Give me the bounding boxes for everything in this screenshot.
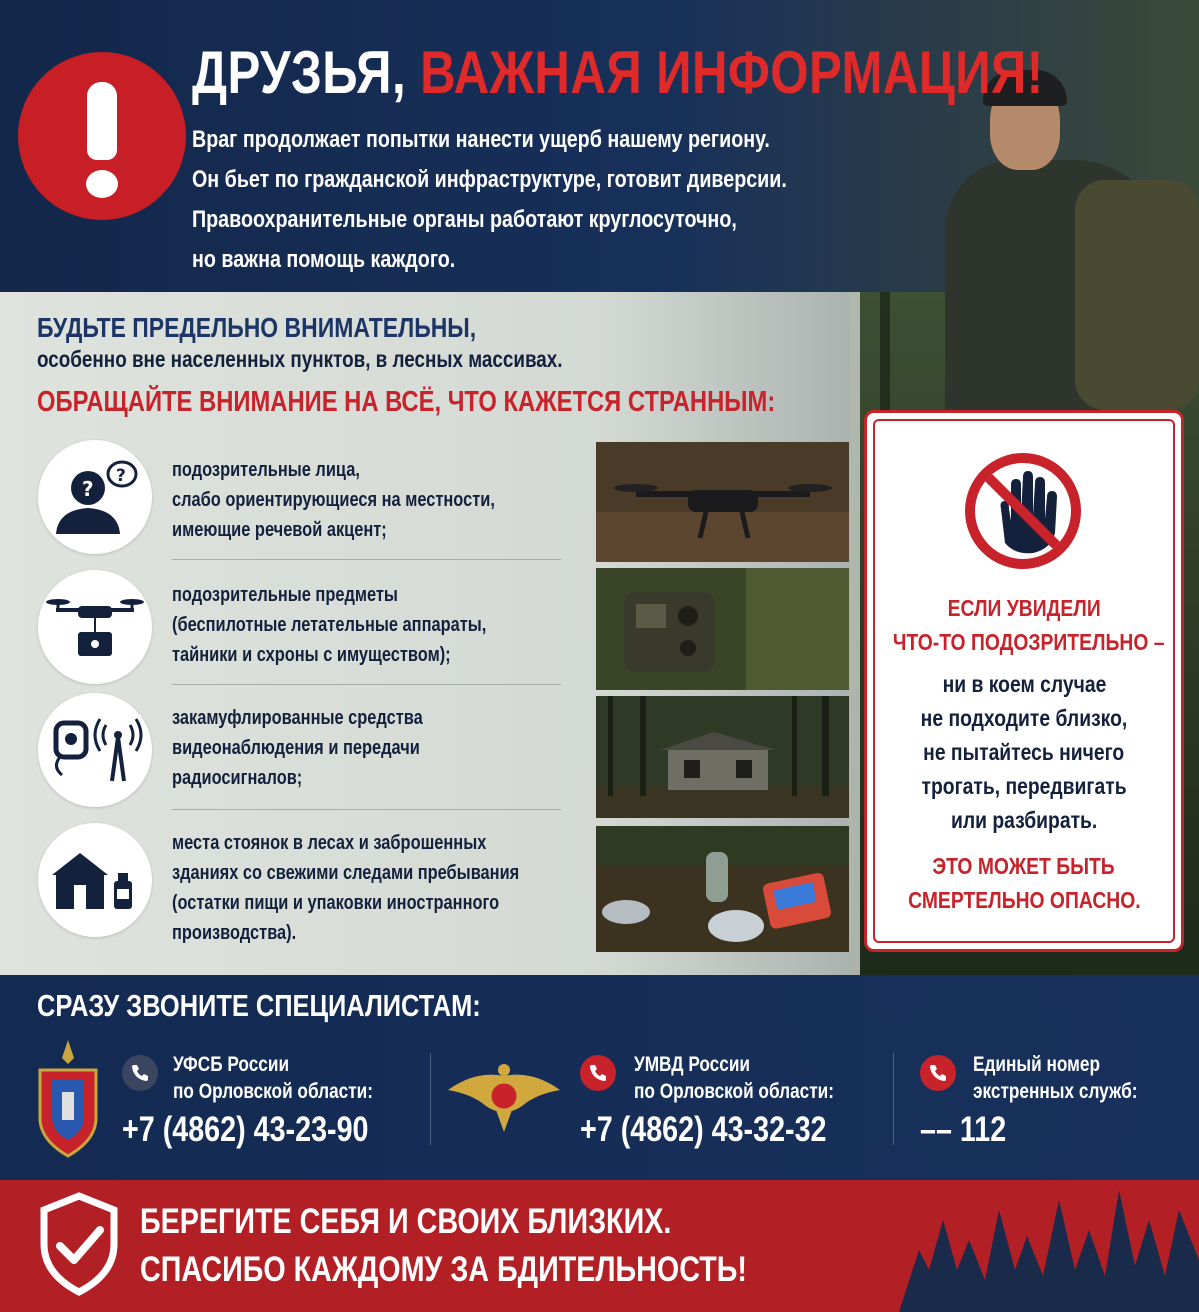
emergency-label: Единый номер экстренных служб: [973,1053,1138,1103]
person-question-icon [38,440,152,554]
item-campsites: места стоянок в лесах и заброшенных зданиях со свежими следами пребывания (остатки пищи и упаковки иностранного производства). [172,832,520,944]
divider [172,559,561,560]
divider [430,1053,431,1145]
attention-heading: БУДЬТЕ ПРЕДЕЛЬНО ВНИМАТЕЛЬНЫ, [37,312,477,343]
mvd-phone-number[interactable]: +7 (4862) 43-32-32 [580,1110,827,1149]
phone-icon [920,1055,956,1091]
intro-text: Враг продолжает попытки нанести ущерб нашему региону. Он бьет по гражданской инфраструктуре, готовит диверсии. Правоохранительные органы работают круглосуточно, но важна помощь каждого. [192,126,787,273]
drone-photo [596,442,849,562]
attention-subheading: особенно вне населенных пунктов, в лесных массивах. [37,346,563,372]
divider [172,809,561,810]
attention-call: ОБРАЩАЙТЕ ВНИМАНИЕ НА ВСЁ, ЧТО КАЖЕТСЯ СТРАННЫМ: [37,386,776,418]
exclamation-icon [18,52,186,220]
camera-antenna-icon [38,693,152,807]
divider [893,1053,894,1145]
fsb-emblem-icon [34,1040,102,1158]
tree-silhouette [899,1180,1199,1312]
warning-red-top: ЕСЛИ УВИДЕЛИ ЧТО-ТО ПОДОЗРИТЕЛЬНО – [892,595,1165,655]
phone-icon [580,1055,616,1091]
stop-hand-icon [965,453,1081,569]
shield-check-icon [38,1192,120,1296]
man-with-backpack-photo [935,70,1199,420]
phone-icon [122,1055,158,1091]
mvd-emblem-icon [446,1060,562,1134]
abandoned-house-photo [596,696,849,818]
divider [172,684,561,685]
drone-package-icon [38,570,152,684]
litter-photo [596,826,849,952]
item-suspicious-persons: подозрительные лица, слабо ориентирующиеся на местности, имеющие речевой акцент; [172,459,495,541]
warning-red-bottom: ЭТО МОЖЕТ БЫТЬ СМЕРТЕЛЬНО ОПАСНО. [907,853,1141,913]
page-title: ДРУЗЬЯ, ВАЖНАЯ ИНФОРМАЦИЯ! [192,39,1044,106]
contacts-title: СРАЗУ ЗВОНИТЕ СПЕЦИАЛИСТАМ: [37,988,481,1023]
item-camouflaged-devices: закамуфлированные средства видеонаблюдения и передачи радиосигналов; [172,707,423,789]
footer-text: БЕРЕГИТЕ СЕБЯ И СВОИХ БЛИЗКИХ. СПАСИБО КАЖДОМУ ЗА БДИТЕЛЬНОСТЬ! [140,1202,747,1289]
mvd-label: УМВД России по Орловской области: [634,1053,835,1103]
warning-box [864,410,1184,952]
svg-text:?: ? [82,477,94,501]
svg-text:?: ? [116,466,126,486]
house-bottle-icon [38,823,152,937]
fsb-label: УФСБ России по Орловской области: [173,1053,374,1103]
fsb-phone-number[interactable]: +7 (4862) 43-23-90 [122,1110,369,1149]
camouflaged-camera-photo [596,568,849,690]
item-suspicious-objects: подозрительные предметы (беспилотные летательные аппараты, тайники и схроны с имуществом); [172,584,487,666]
warning-instructions: ни в коем случае не подходите близко, не пытайтесь ничего трогать, передвигать или разбирать. [920,671,1128,833]
emergency-number[interactable]: –– 112 [920,1110,1007,1149]
